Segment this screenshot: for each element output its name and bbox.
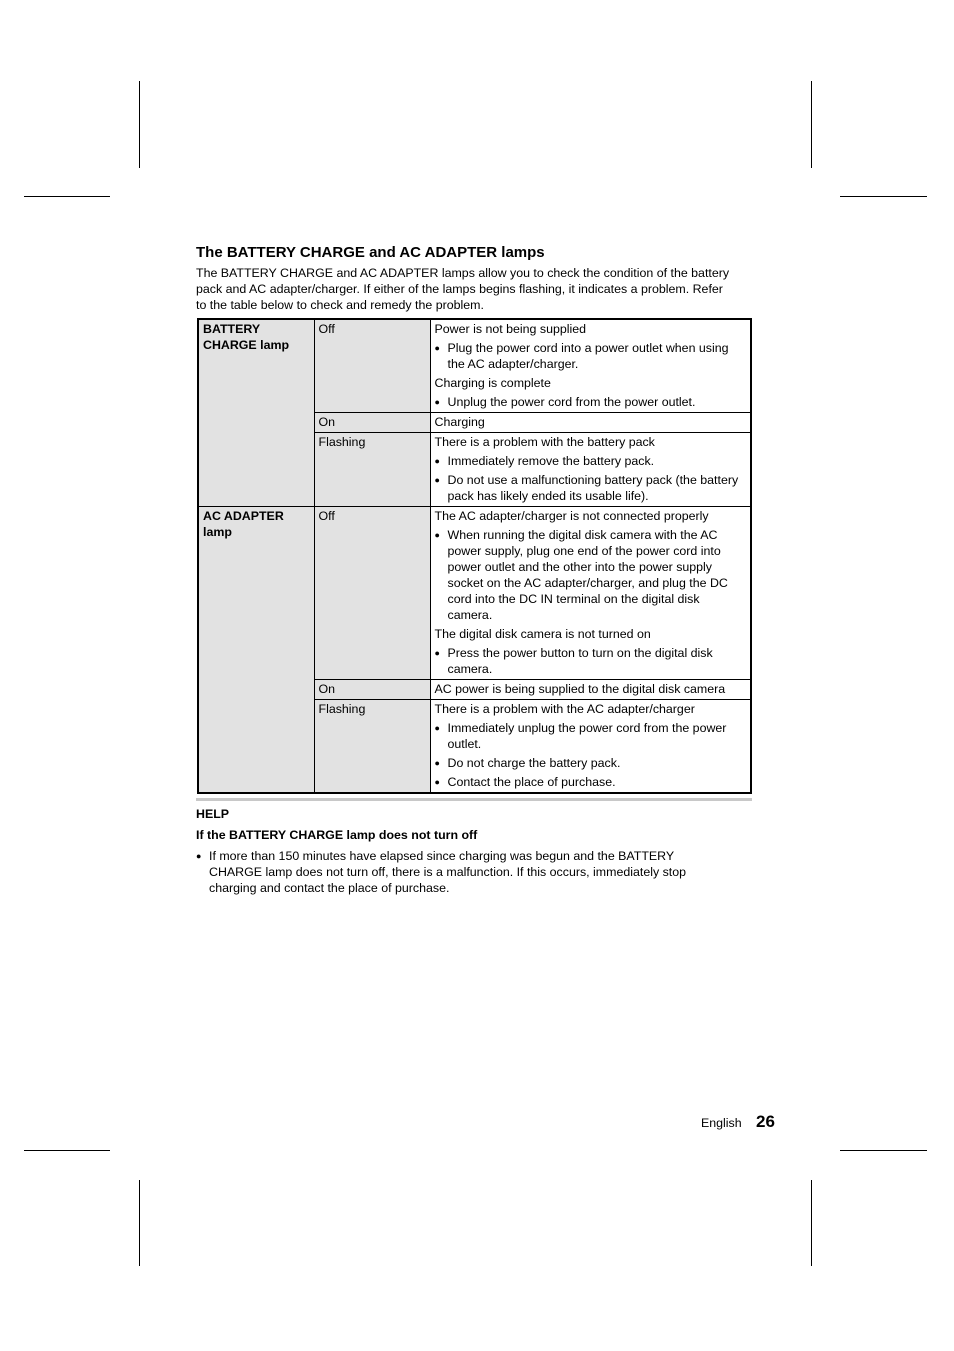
lamp-state: Flashing — [314, 700, 430, 794]
crop-mark — [840, 196, 927, 197]
remedy-bullet: ● Unplug the power cord from the power outlet. — [435, 394, 747, 410]
table-row — [198, 507, 751, 680]
help-text: If more than 150 minutes have elapsed since charging was begun and the BATTERY CHARGE lamp does not turn off, there is a malfunction. If this occurs, immediately stop charging and contact the place of purchase. — [209, 849, 687, 895]
condition-text: The AC adapter/charger is not connected properly — [434, 509, 709, 523]
remedy-bullet: ● Immediately unplug the power cord from the power outlet. — [435, 720, 747, 752]
lamp-state: On — [314, 413, 430, 433]
intro-paragraph: The BATTERY CHARGE and AC ADAPTER lamps allow you to check the condition of the battery pack and AC adapter/charger. If either of the lamps begins flashing, it indicates a problem. Refer to the table below to check and remedy the problem. — [196, 266, 730, 312]
crop-mark — [840, 1150, 927, 1151]
condition-text: There is a problem with the battery pack — [434, 435, 655, 449]
section-title: The BATTERY CHARGE and AC ADAPTER lamps — [196, 244, 545, 261]
table-row — [198, 319, 751, 413]
remedy-bullet: ● Do not use a malfunctioning battery pack (the battery pack has likely ended its usable life). — [435, 472, 747, 504]
remedy-bullet: ● When running the digital disk camera with the AC power supply, plug one end of the power cord into power outlet and the other into the power supply socket on the AC adapter/charger, and plug the DC cord into the DC IN terminal on the digital disk camera. — [435, 527, 747, 623]
remedy-bullet: ● Plug the power cord into a power outlet when using the AC adapter/charger. — [435, 340, 747, 372]
crop-mark — [139, 81, 140, 168]
page-number: 26 — [756, 1112, 775, 1131]
state-description — [430, 700, 751, 794]
lamp-name: BATTERY — [203, 322, 261, 336]
lamp-status-table — [197, 318, 752, 794]
help-label: HELP — [196, 807, 230, 821]
crop-mark — [24, 196, 110, 197]
lamp-state: On — [314, 680, 430, 700]
lamp-name: lamp — [203, 525, 232, 539]
crop-mark — [139, 1180, 140, 1266]
state-description — [430, 433, 751, 507]
state-description — [430, 319, 751, 413]
lamp-name: AC ADAPTER — [203, 509, 284, 523]
lamp-state: Flashing — [314, 433, 430, 507]
condition-text: The digital disk camera is not turned on — [434, 627, 651, 641]
condition-text: Power is not being supplied — [434, 322, 587, 336]
bullet-icon: ● — [196, 851, 202, 861]
condition-text: Charging is complete — [434, 376, 551, 390]
crop-mark — [811, 1180, 812, 1266]
remedy-bullet: ● Immediately remove the battery pack. — [435, 453, 747, 469]
lamp-state: Off — [314, 319, 430, 413]
remedy-bullet: ● Do not charge the battery pack. — [435, 755, 747, 771]
lamp-name-cell — [198, 319, 314, 507]
state-description — [430, 413, 751, 433]
lamp-name-cell — [198, 507, 314, 794]
condition-text: Charging — [434, 415, 485, 429]
help-title: If the BATTERY CHARGE lamp does not turn off — [196, 828, 478, 842]
state-description — [430, 680, 751, 700]
lamp-state: Off — [314, 507, 430, 680]
footer-language: English — [701, 1116, 742, 1130]
condition-text: There is a problem with the AC adapter/charger — [434, 702, 695, 716]
remedy-bullet: ● Contact the place of purchase. — [435, 774, 747, 790]
condition-text: AC power is being supplied to the digital disk camera — [434, 682, 726, 696]
lamp-name: CHARGE lamp — [203, 338, 290, 352]
crop-mark — [24, 1150, 110, 1151]
state-description — [430, 507, 751, 680]
help-bullet — [196, 848, 729, 896]
remedy-bullet: ● Press the power button to turn on the digital disk camera. — [435, 645, 747, 677]
help-divider — [196, 798, 752, 801]
crop-mark — [811, 81, 812, 168]
